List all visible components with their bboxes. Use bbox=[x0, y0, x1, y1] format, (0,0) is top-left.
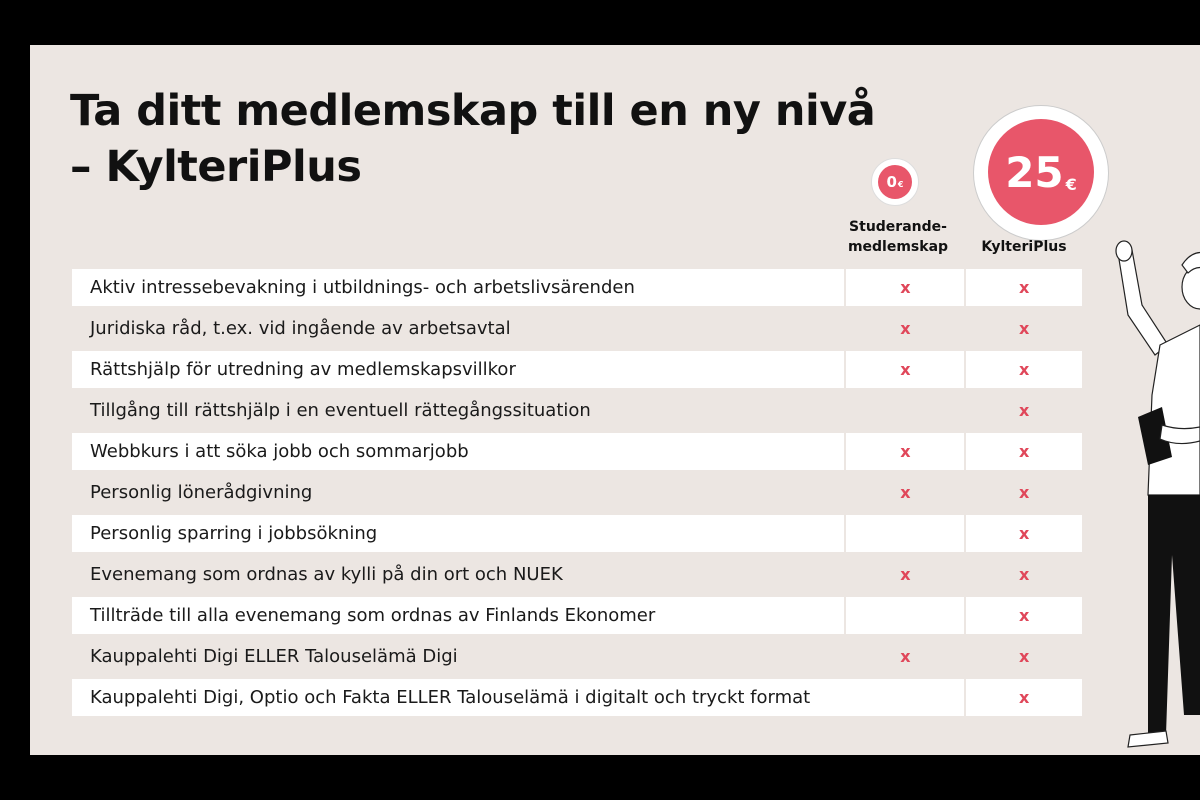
included-mark: x bbox=[1018, 688, 1030, 707]
included-mark: x bbox=[1018, 360, 1030, 379]
table-row bbox=[72, 638, 1082, 675]
included-mark: x bbox=[900, 360, 911, 379]
feature-label: Kauppalehti Digi, Optio och Fakta ELLER Talouselämä i digitalt och tryckt format bbox=[72, 679, 964, 716]
feature-label: Webbkurs i att söka jobb och sommarjobb bbox=[72, 433, 844, 470]
table-row bbox=[72, 433, 1082, 470]
included-mark: x bbox=[1018, 319, 1030, 338]
table-row bbox=[72, 351, 1082, 388]
column-header-plus-line-1: KylteriPlus bbox=[981, 239, 1067, 255]
table-row bbox=[72, 392, 1082, 429]
included-mark: x bbox=[900, 319, 911, 338]
student-cell bbox=[846, 556, 964, 593]
included-mark: x bbox=[900, 483, 911, 502]
included-mark: x bbox=[1018, 483, 1030, 502]
included-mark: x bbox=[1018, 565, 1030, 584]
page-title bbox=[70, 83, 875, 195]
plus-cell bbox=[966, 679, 1082, 716]
included-mark: x bbox=[1018, 524, 1030, 543]
feature-label: Personlig sparring i jobbsökning bbox=[72, 515, 844, 552]
plus-price: 25 bbox=[1005, 147, 1064, 197]
table-row bbox=[72, 310, 1082, 347]
table-row bbox=[72, 269, 1082, 306]
plus-currency: € bbox=[1065, 174, 1077, 194]
plus-cell bbox=[966, 597, 1082, 634]
plus-price-badge bbox=[973, 105, 1109, 241]
included-mark: x bbox=[1018, 647, 1030, 666]
feature-label: Kauppalehti Digi ELLER Talouselämä Digi bbox=[72, 638, 844, 675]
plus-cell bbox=[966, 269, 1082, 306]
feature-label: Aktiv intressebevakning i utbildnings- och arbetslivsärenden bbox=[72, 269, 844, 306]
table-row bbox=[72, 474, 1082, 511]
membership-comparison-card bbox=[30, 45, 1200, 755]
table-row bbox=[72, 679, 1082, 716]
included-mark: x bbox=[1018, 606, 1030, 625]
included-mark: x bbox=[900, 278, 911, 297]
plus-cell bbox=[966, 310, 1082, 347]
plus-cell bbox=[966, 474, 1082, 511]
column-header-plus bbox=[972, 237, 1076, 257]
student-cell bbox=[846, 310, 964, 347]
included-mark: x bbox=[1018, 278, 1030, 297]
student-cell bbox=[846, 597, 964, 634]
included-mark: x bbox=[900, 442, 911, 461]
column-header-student-line-2: medlemskap bbox=[847, 239, 949, 255]
included-mark: x bbox=[1018, 442, 1030, 461]
plus-cell bbox=[966, 515, 1082, 552]
student-cell bbox=[846, 269, 964, 306]
title-line-2: – KylteriPlus bbox=[70, 142, 362, 192]
feature-label: Evenemang som ordnas av kylli på din ort och NUEK bbox=[72, 556, 844, 593]
feature-label: Personlig lönerådgivning bbox=[72, 474, 844, 511]
column-header-student bbox=[842, 217, 954, 257]
plus-cell bbox=[966, 556, 1082, 593]
student-cell bbox=[846, 474, 964, 511]
plus-cell bbox=[966, 392, 1082, 429]
included-mark: x bbox=[900, 647, 911, 666]
student-price-badge bbox=[871, 158, 919, 206]
student-cell bbox=[846, 515, 964, 552]
student-cell bbox=[846, 433, 964, 470]
title-line-1: Ta ditt medlemskap till en ny nivå bbox=[70, 86, 876, 136]
table-row bbox=[72, 515, 1082, 552]
student-cell bbox=[846, 638, 964, 675]
person-illustration bbox=[1100, 195, 1200, 755]
student-price: 0 bbox=[886, 173, 897, 191]
feature-label: Tillträde till alla evenemang som ordnas av Finlands Ekonomer bbox=[72, 597, 844, 634]
plus-cell bbox=[966, 433, 1082, 470]
feature-label: Rättshjälp för utredning av medlemskapsvillkor bbox=[72, 351, 844, 388]
table-row bbox=[72, 597, 1082, 634]
plus-cell bbox=[966, 351, 1082, 388]
student-cell bbox=[846, 351, 964, 388]
feature-table bbox=[72, 269, 1082, 720]
column-header-student-line-1: Studerande- bbox=[849, 219, 947, 235]
feature-label: Tillgång till rättshjälp i en eventuell rättegångssituation bbox=[72, 392, 844, 429]
student-currency: € bbox=[897, 180, 904, 189]
included-mark: x bbox=[900, 565, 911, 584]
plus-cell bbox=[966, 638, 1082, 675]
table-row bbox=[72, 556, 1082, 593]
included-mark: x bbox=[1018, 401, 1030, 420]
feature-label: Juridiska råd, t.ex. vid ingående av arbetsavtal bbox=[72, 310, 844, 347]
student-cell bbox=[846, 392, 964, 429]
